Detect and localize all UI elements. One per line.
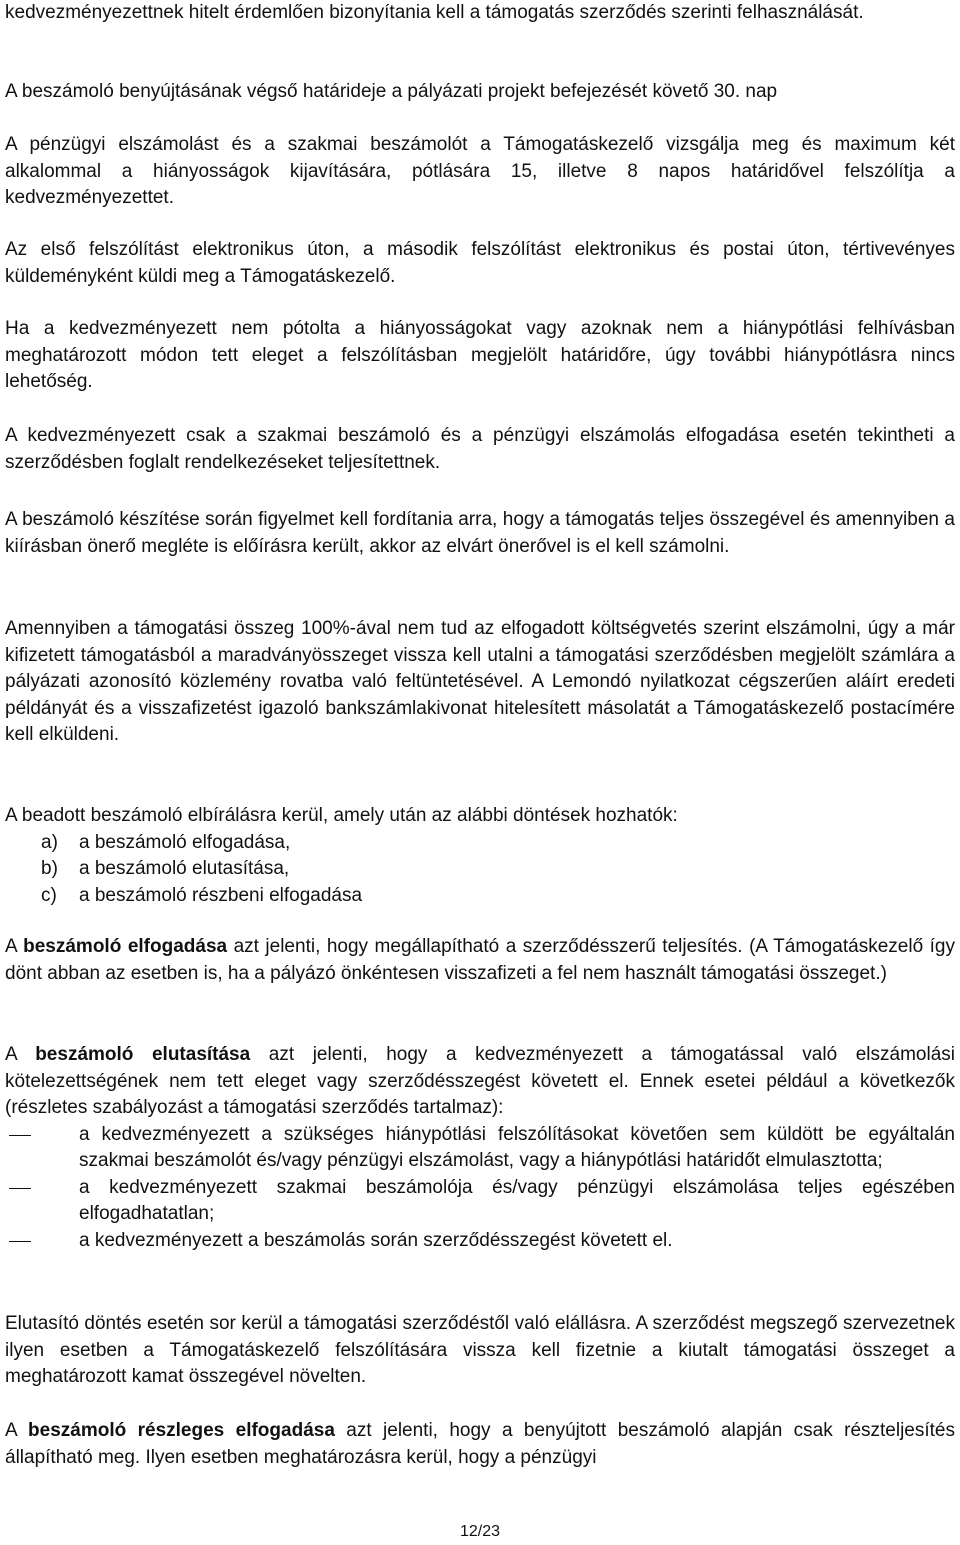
list-item <box>5 830 955 857</box>
list-item-text: a beszámoló részbeni elfogadása <box>79 884 363 906</box>
dash-bullet-icon <box>9 1241 31 1242</box>
paragraph-acceptance <box>5 934 955 987</box>
paragraph-usage-proof: kedvezményezettnek hitelt érdemlően bizonyítania kell a támogatás szerződés szerinti felhasználását. <box>5 2 864 23</box>
text-run: azt jelenti, hogy a benyújtott beszámoló alapján csak részteljesítés állapítható meg. Ilyen esetben meghatározásra kerül, hogy a pénzügyi <box>5 1420 955 1468</box>
term-rejection: beszámoló elutasítása <box>35 1044 251 1065</box>
paragraph-repayment: Amennyiben a támogatási összeg 100%-ával nem tud az elfogadott költségvetés szerint elszámolni, úgy a már kifizetett támogatásból a maradványösszeget vissza kell utalni a támogatási szerződésben megjelölt számlára a pályázati azonosító közlemény rovatba való feltüntetésével. A Lemondó nyilatkozat cégszerűen aláírt eredeti példányát és a visszafizetést igazoló bankszámlakivonat hitelesített másolatát a Támogatáskezelő postacímére kell elküldeni. <box>5 618 955 745</box>
list-marker: c) <box>41 884 57 906</box>
dash-bullet-icon <box>9 1135 31 1136</box>
term-partial: beszámoló részleges elfogadása <box>28 1420 335 1441</box>
list-item-text: a kedvezményezett a szükséges hiánypótlási felszólításokat követően sem küldött be egyáltalán szakmai beszámolót és/vagy pénzügyi elszámolást, vagy a hiánypótlási határidőt elmulasztotta; <box>79 1123 955 1171</box>
term-acceptance: beszámoló elfogadása <box>23 936 228 957</box>
text-run: azt jelenti, hogy megállapítható a szerződésszerű teljesítés. (A Támogatáskezelő így dönt abban az esetben is, ha a pályázó önkéntesen visszafizeti a fel nem használt támogatási összeget.) <box>5 936 955 984</box>
paragraph-notices: Az első felszólítást elektronikus úton, a második felszólítást elektronikus és postai úton, tértivevényes küldeményként küldi meg a Támogatáskezelő. <box>5 239 955 287</box>
paragraph-deadline: A beszámoló benyújtásának végső határideje a pályázati projekt befejezését követő 30. nap <box>5 81 778 102</box>
list-marker: a) <box>41 831 58 853</box>
list-item-text: a kedvezményezett a beszámolás során szerződésszegést követett el. <box>79 1229 673 1251</box>
paragraph-withdrawal: Elutasító döntés esetén sor kerül a támogatási szerződéstől való elállásra. A szerződést megszegő szervezetnek ilyen esetben a Támogatáskezelő felszólítására vissza kell fizetnie a kiutalt támogatási összeget a meghatározott kamat összegével növelten. <box>5 1313 955 1387</box>
text-run: azt jelenti, hogy a kedvezményezett a támogatással való elszámolási kötelezettségének nem tett eleget vagy szerződésszegést követett el. Ennek esetei például a következők (részletes szabályozást a támogatási szerződés tartalmaz): <box>5 1044 955 1118</box>
page-number: 12/23 <box>459 1523 501 1540</box>
list-item <box>5 1228 955 1255</box>
rejection-case-list <box>5 1122 955 1255</box>
text-run: A <box>5 1420 29 1441</box>
text-run: A <box>5 1044 36 1065</box>
paragraph-rejection <box>5 1042 955 1122</box>
paragraph-decisions-intro: A beadott beszámoló elbírálásra kerül, amely után az alábbi döntések hozhatók: <box>5 805 678 826</box>
list-marker: b) <box>41 858 58 879</box>
paragraph-partial <box>5 1418 955 1471</box>
paragraph-own-contribution: A beszámoló készítése során figyelmet kell fordítania arra, hogy a támogatás teljes összegével és amennyiben a kiírásban önerő megléte is előírásra került, akkor az elvárt önerővel is el kell számolni. <box>5 509 955 557</box>
list-item-text: a beszámoló elfogadása, <box>79 831 291 853</box>
list-item <box>5 883 955 910</box>
list-item <box>5 856 955 883</box>
rejection-section <box>5 1042 955 1254</box>
list-item <box>5 1175 955 1228</box>
paragraph-no-further-remedy: Ha a kedvezményezett nem pótolta a hiányosságokat vagy azoknak nem a hiánypótlási felhívásban meghatározott módon tett eleget a felszólításban megjelölt határidőre, úgy további hiánypótlásra nincs lehetőség. <box>5 318 955 392</box>
list-item <box>5 1122 955 1175</box>
decisions-section <box>5 803 955 909</box>
dash-bullet-icon <box>9 1188 31 1189</box>
paragraph-review: A pénzügyi elszámolást és a szakmai beszámolót a Támogatáskezelő vizsgálja meg és maximum két alkalommal a hiányosságok kijavítására, pótlására 15, illetve 8 napos határidővel felszólítja a kedvezményezettet. <box>5 134 955 208</box>
list-item-text: a beszámoló elutasítása, <box>79 858 290 879</box>
list-item-text: a kedvezményezett szakmai beszámolója és/vagy pénzügyi elszámolása teljes egészében elfogadhatatlan; <box>79 1176 955 1224</box>
paragraph-fulfilment: A kedvezményezett csak a szakmai beszámoló és a pénzügyi elszámolás elfogadása esetén tekintheti a szerződésben foglalt rendelkezéseket teljesítettnek. <box>5 425 955 473</box>
text-run: A <box>5 936 24 957</box>
decision-list <box>5 830 955 910</box>
